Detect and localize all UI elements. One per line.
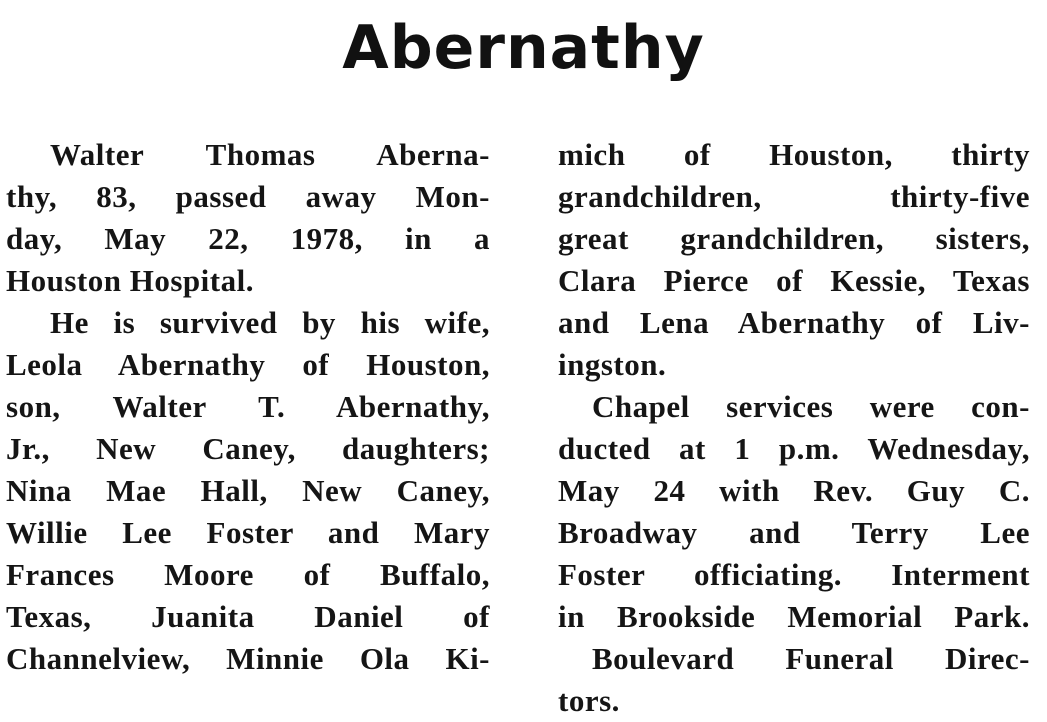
text-line: ducted at 1 p.m. Wednesday, (558, 431, 1030, 466)
text-line: in Brookside Memorial Park. (558, 599, 1030, 634)
obituary-title: Abernathy (342, 13, 705, 83)
text-line: Channelview, Minnie Ola Ki- (6, 641, 490, 676)
text-line: Jr., New Caney, daughters; (6, 431, 490, 466)
text-line: son, Walter T. Abernathy, (6, 389, 490, 424)
text-line: Willie Lee Foster and Mary (6, 515, 490, 550)
text-line: thy, 83, passed away Mon- (6, 179, 490, 214)
text-line: He is survived by his wife, (50, 305, 490, 340)
text-line: ingston. (558, 347, 667, 382)
text-line: Clara Pierce of Kessie, Texas (558, 263, 1030, 298)
left-column (6, 134, 490, 680)
text-line: day, May 22, 1978, in a (6, 221, 490, 256)
text-line: Houston Hospital. (6, 263, 254, 298)
right-column (558, 134, 1030, 722)
text-line: Nina Mae Hall, New Caney, (6, 473, 490, 508)
text-line: Leola Abernathy of Houston, (6, 347, 490, 382)
text-line: great grandchildren, sisters, (558, 221, 1030, 256)
text-line: Chapel services were con- (592, 389, 1030, 424)
text-line: and Lena Abernathy of Liv- (558, 305, 1030, 340)
text-line: tors. (558, 683, 620, 718)
text-line: Texas, Juanita Daniel of (6, 599, 490, 634)
text-line: Frances Moore of Buffalo, (6, 557, 490, 592)
text-line: Boulevard Funeral Direc- (592, 641, 1030, 676)
text-line: Foster officiating. Interment (558, 557, 1030, 592)
text-line: mich of Houston, thirty (558, 137, 1030, 172)
text-line: Broadway and Terry Lee (558, 515, 1030, 550)
text-line: Walter Thomas Aberna- (50, 137, 490, 172)
text-line: May 24 with Rev. Guy C. (558, 473, 1030, 508)
text-line: grandchildren, thirty-five (558, 179, 1030, 214)
